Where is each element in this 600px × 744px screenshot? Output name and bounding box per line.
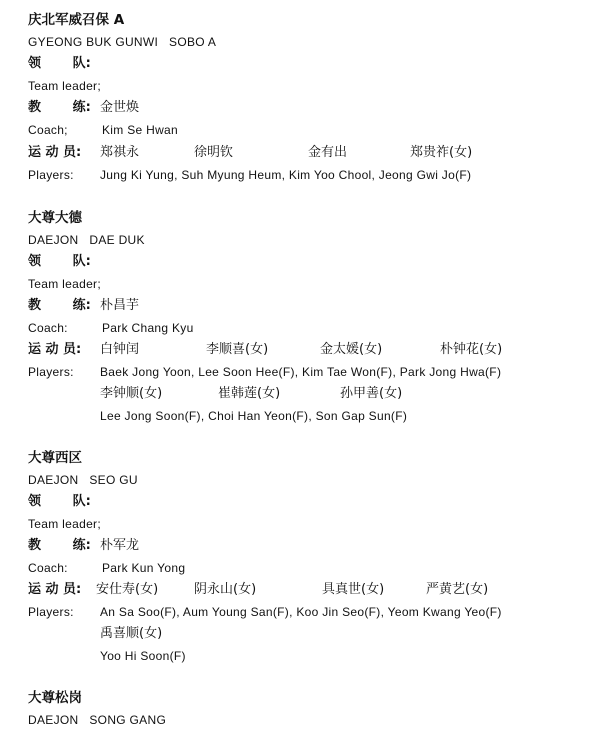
team-1-coach-label-en: Coach; <box>28 123 68 137</box>
team-1-players-label-en: Players: <box>28 168 74 182</box>
team-1-leader-label-cn: 领 队: <box>28 56 91 71</box>
team-1-coach-en: Kim Se Hwan <box>102 123 178 137</box>
team-2-player-cn-row2: 崔韩莲(女) <box>218 386 281 401</box>
team-3-romanized: DAEJON SEO GU <box>28 473 138 487</box>
team-1-player-cn: 郑贵祚(女) <box>410 145 473 160</box>
team-2-player-cn: 金太媛(女) <box>320 342 383 357</box>
team-2-coach-label-en: Coach: <box>28 321 68 335</box>
team-3-player-cn: 严黄艺(女) <box>426 582 489 597</box>
team-3-players-en-row2: Yoo Hi Soon(F) <box>100 649 186 663</box>
team-2-players-label-cn: 运 动 员: <box>28 342 82 357</box>
team-3-title: 大尊西区 <box>28 450 82 466</box>
team-2-coach-cn: 朴昌芋 <box>100 298 140 313</box>
team-2-player-cn: 白钟闰 <box>100 342 140 357</box>
team-1-players-en: Jung Ki Yung, Suh Myung Heum, Kim Yoo Chool, Jeong Gwi Jo(F) <box>100 168 472 182</box>
team-2-player-cn-row2: 孙甲善(女) <box>340 386 403 401</box>
team-1-coach-label-cn: 教 练: <box>28 100 91 115</box>
team-3-coach-label-cn: 教 练: <box>28 538 91 553</box>
team-2-players-en-row2: Lee Jong Soon(F), Choi Han Yeon(F), Son Gap Sun(F) <box>100 409 408 423</box>
team-3-coach-label-en: Coach: <box>28 561 68 575</box>
team-1-coach-cn: 金世焕 <box>100 100 140 115</box>
team-3-player-cn-row2: 禹喜顺(女) <box>100 626 163 641</box>
team-3-leader-label-cn: 领 队: <box>28 494 91 509</box>
team-1-player-cn: 郑祺永 <box>100 145 140 160</box>
team-2-coach-label-cn: 教 练: <box>28 298 91 313</box>
team-4-romanized: DAEJON SONG GANG <box>28 713 167 727</box>
team-2-player-cn-row2: 李钟顺(女) <box>100 386 163 401</box>
team-3-player-cn: 安仕寿(女) <box>96 582 159 597</box>
team-3-leader-label-en: Team leader; <box>28 517 101 531</box>
team-1-player-cn: 徐明钦 <box>194 145 234 160</box>
team-2-leader-label-cn: 领 队: <box>28 254 91 269</box>
team-2-leader-label-en: Team leader; <box>28 277 101 291</box>
team-1-title: 庆北军威召保 A <box>28 12 125 28</box>
team-2-title: 大尊大德 <box>28 210 82 226</box>
team-1-leader-label-en: Team leader; <box>28 79 101 93</box>
team-3-players-en: An Sa Soo(F), Aum Young San(F), Koo Jin Seo(F), Yeom Kwang Yeo(F) <box>100 605 502 619</box>
team-3-coach-en: Park Kun Yong <box>102 561 186 575</box>
team-3-player-cn: 具真世(女) <box>322 582 385 597</box>
team-3-players-label-cn: 运 动 员: <box>28 582 82 597</box>
team-1-romanized: GYEONG BUK GUNWI SOBO A <box>28 35 217 49</box>
team-2-players-label-en: Players: <box>28 365 74 379</box>
team-2-player-cn: 朴钟花(女) <box>440 342 503 357</box>
team-1-player-cn: 金有出 <box>308 145 348 160</box>
team-4-title: 大尊松岗 <box>28 690 82 706</box>
team-1-players-label-cn: 运 动 员: <box>28 145 82 160</box>
team-3-coach-cn: 朴军龙 <box>100 538 140 553</box>
team-2-romanized: DAEJON DAE DUK <box>28 233 145 247</box>
team-2-players-en: Baek Jong Yoon, Lee Soon Hee(F), Kim Tae Won(F), Park Jong Hwa(F) <box>100 365 502 379</box>
team-3-players-label-en: Players: <box>28 605 74 619</box>
team-2-player-cn: 李顺喜(女) <box>206 342 269 357</box>
team-3-player-cn: 阴永山(女) <box>194 582 257 597</box>
team-2-coach-en: Park Chang Kyu <box>102 321 194 335</box>
